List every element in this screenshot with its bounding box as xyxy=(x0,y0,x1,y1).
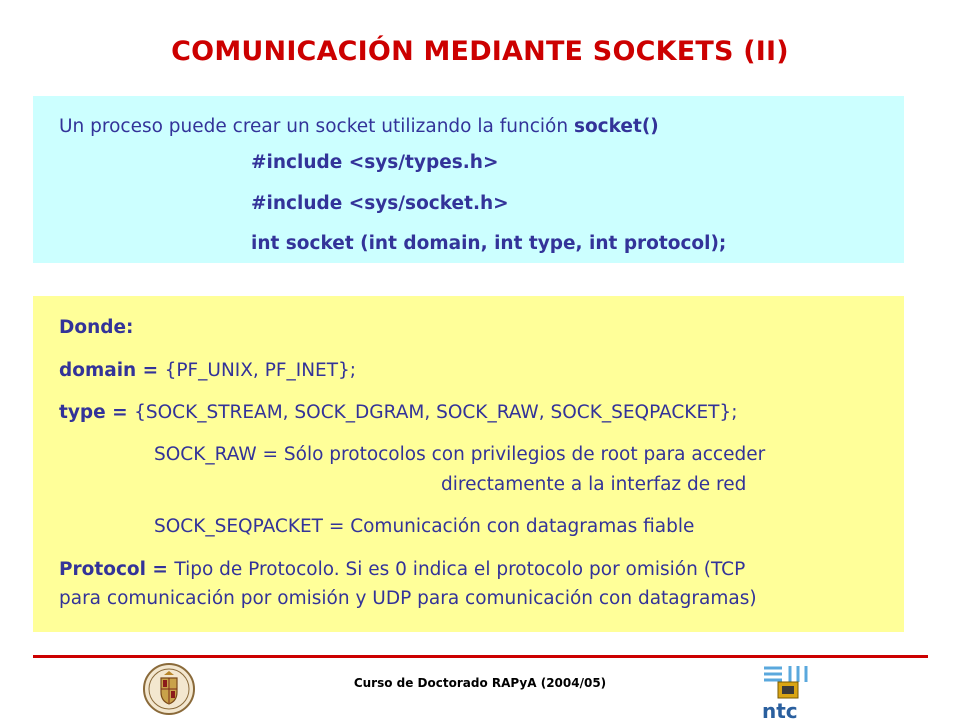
intro-text: Un proceso puede crear un socket utilizando la función xyxy=(59,116,574,137)
protocol-line2: para comunicación por omisión y UDP para comunicación con datagramas) xyxy=(59,588,757,609)
sock-raw-line1: SOCK_RAW = Sólo protocolos con privilegios de root para acceder xyxy=(154,444,766,465)
code-line-socket-prototype: int socket (int domain, int type, int protocol); xyxy=(251,233,727,254)
type-line xyxy=(59,402,737,424)
sock-seqpacket-line: SOCK_SEQPACKET = Comunicación con datagramas fiable xyxy=(154,516,695,537)
svg-text:ntc: ntc xyxy=(762,699,798,720)
protocol-text-1: Tipo de Protocolo. Si es 0 indica el protocolo por omisión (TCP xyxy=(174,559,746,580)
type-label: type = xyxy=(59,402,135,423)
page-title: COMUNICACIÓN MEDIANTE SOCKETS (II) xyxy=(171,36,789,67)
socket-function-box xyxy=(33,96,904,263)
domain-line xyxy=(59,360,356,382)
protocol-line1 xyxy=(59,559,745,581)
domain-label: domain = xyxy=(59,360,165,381)
code-line-types: #include <sys/types.h> xyxy=(251,152,499,173)
footer-divider xyxy=(33,655,928,658)
parameters-box xyxy=(33,296,904,632)
type-value: {SOCK_STREAM, SOCK_DGRAM, SOCK_RAW, SOCK_SEQPACKET}; xyxy=(134,402,738,423)
code-line-socket-header: #include <sys/socket.h> xyxy=(251,193,509,214)
domain-value: {PF_UNIX, PF_INET}; xyxy=(164,360,357,381)
course-footer-text: Curso de Doctorado RAPyA (2004/05) xyxy=(353,676,607,690)
intro-function: socket() xyxy=(573,116,659,137)
sock-raw-line2: directamente a la interfaz de red xyxy=(441,474,747,495)
donde-label: Donde: xyxy=(59,317,134,338)
protocol-label: Protocol = xyxy=(59,559,175,580)
ntc-logo-icon xyxy=(760,662,816,720)
intro-line xyxy=(59,116,659,138)
